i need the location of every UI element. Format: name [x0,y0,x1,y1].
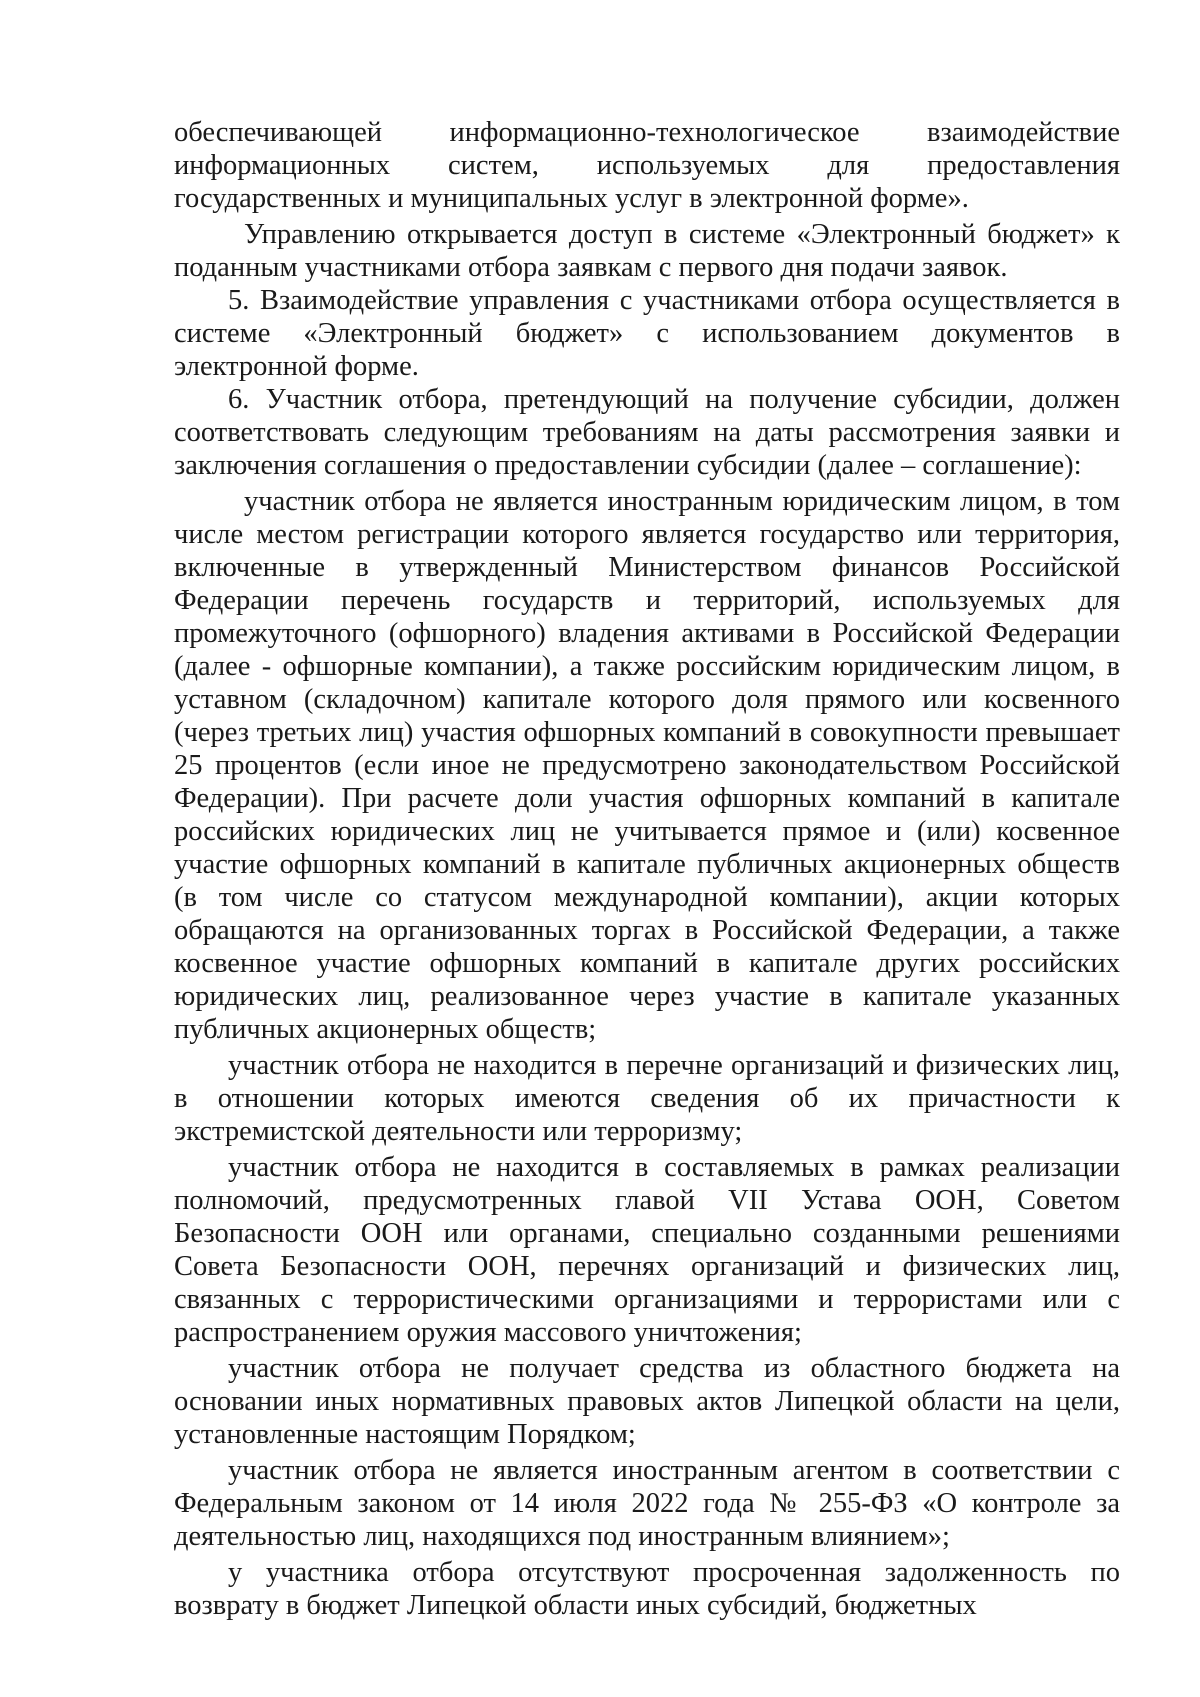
paragraph-continuation: обеспечивающей информационно-технологическое взаимодействие информационных систем, используемых для предоставления государственных и муниципальных услуг в электронной форме». [174,117,1120,214]
document-body [174,116,1120,1622]
paragraph-budget-funds-requirement: участник отбора не получает средства из областного бюджета на основании иных нормативных правовых актов Липецкой области на цели, установленные настоящим Порядком; [174,1353,1120,1450]
paragraph-extremism-requirement: участник отбора не находится в перечне организаций и физических лиц, в отношении которых имеются сведения об их причастности к экстремистской деятельности или терроризму; [174,1050,1120,1147]
paragraph-foreign-agent-requirement: участник отбора не является иностранным агентом в соответствии с Федеральным законом от 14 июля 2022 года № 255-ФЗ «О контроле за деятельностью лиц, находящихся под иностранным влиянием»; [174,1455,1120,1552]
paragraph-access: Управлению открывается доступ в системе «Электронный бюджет» к поданным участниками отбора заявкам с первого дня подачи заявок. [174,219,1120,283]
paragraph-debt-requirement: у участника отбора отсутствуют просроченная задолженность по возврату в бюджет Липецкой области иных субсидий, бюджетных [174,1557,1120,1621]
paragraph-item-6: 6. Участник отбора, претендующий на получение субсидии, должен соответствовать следующим требованиям на даты рассмотрения заявки и заключения соглашения о предоставлении субсидии (далее – соглашение): [174,384,1120,481]
paragraph-offshore-requirement: участник отбора не является иностранным юридическим лицом, в том числе местом регистрации которого является государство или территория, включенные в утвержденный Министерством финансов Российской Федерации перечень государств и территорий, используемых для промежуточного (офшорного) владения активами в Российской Федерации (далее - офшорные компании), а также российским юридическим лицом, в уставном (складочном) капитале которого доля прямого или косвенного (через третьих лиц) участия офшорных компаний в совокупности превышает 25 процентов (если иное не предусмотрено законодательством Российской Федерации). При расчете доли участия офшорных компаний в капитале российских юридических лиц не учитывается прямое и (или) косвенное участие офшорных компаний в капитале публичных акционерных обществ (в том числе со статусом международной компании), акции которых обращаются на организованных торгах в Российской Федерации, а также косвенное участие офшорных компаний в капитале других российских юридических лиц, реализованное через участие в капитале указанных публичных акционерных обществ; [174,486,1120,1045]
paragraph-un-requirement: участник отбора не находится в составляемых в рамках реализации полномочий, предусмотренных главой VII Устава ООН, Советом Безопасности ООН или органами, специально созданными решениями Совета Безопасности ООН, перечнях организаций и физических лиц, связанных с террористическими организациями и террористами или с распространением оружия массового уничтожения; [174,1152,1120,1348]
paragraph-item-5: 5. Взаимодействие управления с участниками отбора осуществляется в системе «Электронный бюджет» с использованием документов в электронной форме. [174,285,1120,382]
